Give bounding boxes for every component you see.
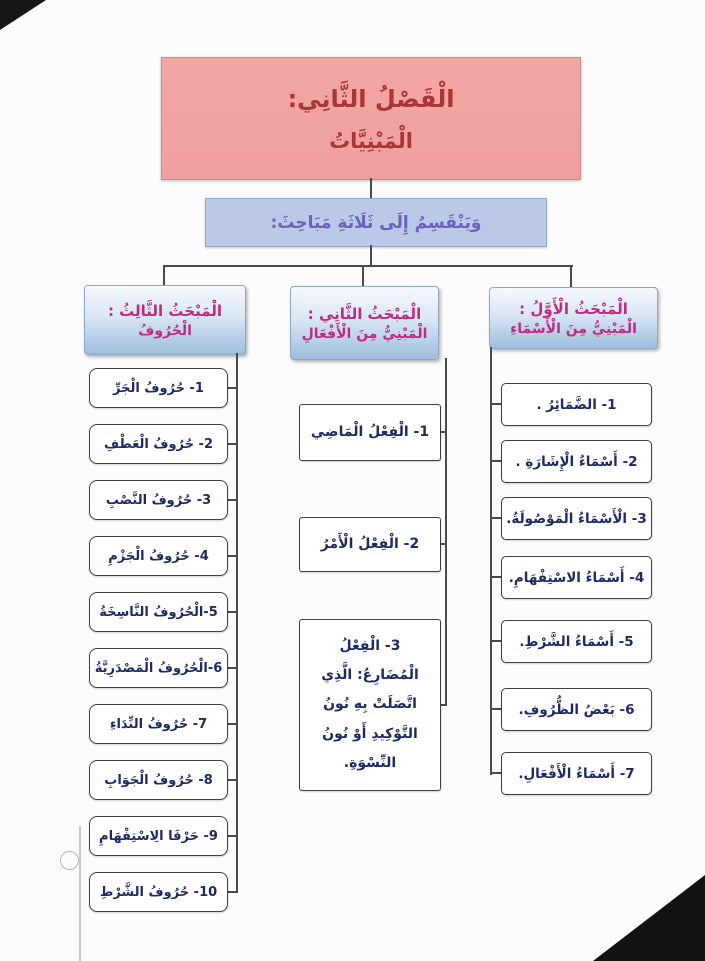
item-jussive-particles: 4- حُرُوفُ الْجَزْمِ: [89, 536, 228, 576]
column-first-header-line1: الْمَبْحَثُ الْأَوَّلُ :: [519, 299, 628, 318]
item-past-verb: 1- الْفِعْلُ الْمَاضِي: [299, 404, 441, 461]
item-some-adverbs: 6- بَعْضُ الظُّرُوفِ.: [501, 688, 652, 731]
scan-artifact-circle-mark: [60, 851, 79, 870]
item-verbal-nouns: 7- أَسْمَاءُ الْأَفْعَالِ.: [501, 752, 652, 795]
column-third-header-line1: الْمَبْحَثُ الثَّالِثُ :: [107, 301, 223, 320]
item-vocative-particles: 7- حُرُوفُ النِّدَاءِ: [89, 704, 228, 744]
column-third-stub-7: [228, 723, 237, 725]
item-copulative-particles: 5-الْحُرُوفُ النَّاسِخَةُ: [89, 592, 228, 632]
column-third-stub-6: [228, 667, 237, 669]
item-conditional-particles: 10- حُرُوفُ الشَّرْطِ: [89, 872, 228, 912]
item-accusative-particles: 3- حُرُوفُ النَّصْبِ: [89, 480, 228, 520]
chapter-title-line2: الْمَبْنِيَّاتُ: [329, 128, 413, 153]
column-third-stub-5: [228, 611, 237, 613]
column-third-stub-2: [228, 443, 237, 445]
item-imperative-verb: 2- الْفِعْلُ الْأَمْرُ: [299, 517, 441, 572]
item-masdar-particles: 6-الْحُرُوفُ الْمَصْدَرِيَّةُ: [89, 648, 228, 688]
column-third-spine: [236, 353, 238, 893]
column-third-header-line2: الْحُرُوفُ: [138, 322, 192, 339]
scan-artifact-edge-line: [79, 826, 81, 961]
column-third-stub-1: [228, 387, 237, 389]
item-answer-particles: 8- حُرُوفُ الْجَوَابِ: [89, 760, 228, 800]
subtitle-box: وَيَنْقَسِمُ إِلَى ثَلَاثَةِ مَبَاحِثَ:: [205, 198, 547, 247]
column-third-stub-4: [228, 555, 237, 557]
column-first-header-line2: الْمَبْنِيُّ مِنَ الْأَسْمَاءِ: [510, 320, 637, 337]
item-interrogative-particles: 9- حَرْفَا الِاسْتِفْهَامِ: [89, 816, 228, 856]
item-conjunctions: 2- حُرُوفُ الْعَطْفِ: [89, 424, 228, 464]
column-third-stub-10: [228, 891, 237, 893]
column-third-header: [84, 285, 246, 355]
column-third-stub-3: [228, 499, 237, 501]
item-present-verb: 3- الْفِعْلُ الْمُضَارِعُ: الَّذِي اتَّصَلَتْ بِهِ نُونُ التَّوْكِيدِ أَوْ نُونُ النِّسْوَةِ.: [299, 619, 441, 791]
column-third-stub-9: [228, 835, 237, 837]
item-demonstratives: 2- أَسْمَاءُ الْإِشَارَةِ .: [501, 440, 652, 483]
item-relative-nouns: 3- الْأَسْمَاءُ الْمَوْصُولَةُ.: [501, 497, 652, 540]
column-third-stub-8: [228, 779, 237, 781]
item-prepositions: 1- حُرُوفُ الْجَرِّ: [89, 368, 228, 408]
item-pronouns: 1- الضَّمَائِرُ .: [501, 383, 652, 426]
chapter-title-line1: الْقَصْلُ الثَّانِي:: [287, 84, 455, 113]
column-second-header-line2: الْمَبْنِيُّ مِنَ الْأَفْعَالِ: [301, 325, 428, 342]
item-conditional-nouns: 5- أَسْمَاءُ الشَّرْطِ.: [501, 620, 652, 663]
column-second-header-line1: الْمَبْحَثُ الثَّانِي :: [307, 304, 422, 323]
item-interrogative-nouns: 4- أَسْمَاءُ الاسْتِفْهَامِ.: [501, 556, 652, 599]
